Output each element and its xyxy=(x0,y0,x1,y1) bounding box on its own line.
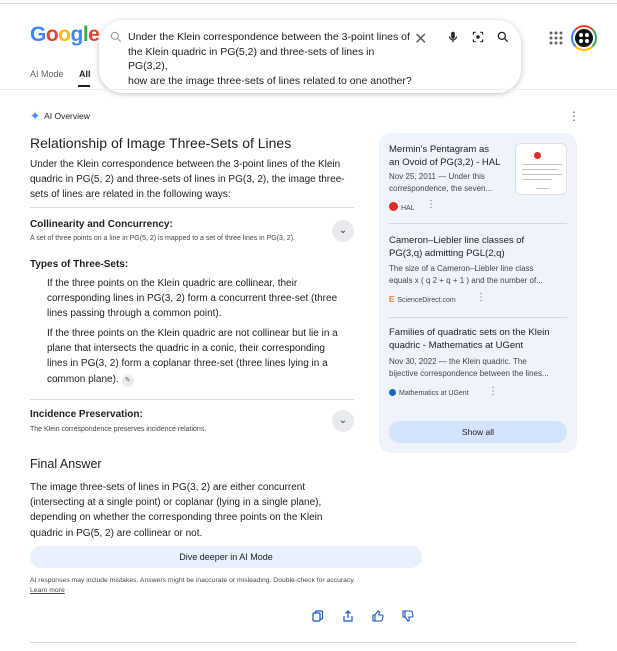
logo-letter: G xyxy=(30,23,46,46)
source-snippet xyxy=(389,263,567,287)
bullet-line: lines passing through a common point). xyxy=(47,308,222,320)
tab-all[interactable]: All xyxy=(79,69,91,79)
bullet-line-text: common plane). xyxy=(47,373,119,385)
search-icon xyxy=(109,30,123,44)
source-snippet-line: equals x ( q 2 + q + 1 ) and the number of... xyxy=(389,276,543,285)
ugent-favicon-icon xyxy=(389,389,396,396)
top-divider xyxy=(0,3,617,4)
bullet-coplanar xyxy=(47,326,367,387)
incidence-heading[interactable]: Incidence Preservation: xyxy=(30,409,143,420)
source-title-line: quadric - Mathematics at UGent xyxy=(389,339,524,351)
sciencedirect-favicon-icon: E xyxy=(389,295,395,304)
mic-icon[interactable] xyxy=(446,30,460,44)
thumbs-down-icon[interactable] xyxy=(402,610,414,622)
source-snippet-line: bijective correspondence between the lines... xyxy=(389,369,549,378)
source-site[interactable] xyxy=(389,202,415,212)
source-thumbnail[interactable] xyxy=(515,143,567,195)
source-divider xyxy=(389,223,567,224)
search-submit-icon[interactable] xyxy=(496,30,510,44)
copy-icon[interactable] xyxy=(312,610,324,622)
source-site[interactable] xyxy=(389,389,469,397)
ai-overview-label xyxy=(30,109,90,123)
incidence-summary: The Klein correspondence preserves incidence relations. xyxy=(30,426,207,433)
bullet-line: If the three points on the Klein quadric are not collinear but lie in a xyxy=(47,328,338,339)
more-options-icon[interactable]: ⋮ xyxy=(488,386,498,397)
bullet-collinear xyxy=(47,276,367,322)
source-snippet-line: Nov 25, 2011 — Under this xyxy=(389,172,485,181)
final-line: depending on whether the corresponding three points on the Klein xyxy=(30,512,323,524)
avatar-pattern-icon xyxy=(575,29,593,47)
source-title-line: PG(3,q) admitting PGL(2,q) xyxy=(389,247,505,259)
bullet-line: corresponding lines in PG(3, 2) form a concurrent three-set (three xyxy=(47,293,338,305)
bullet-line xyxy=(47,372,367,387)
source-title[interactable] xyxy=(389,235,567,260)
search-query[interactable] xyxy=(128,30,413,88)
source-snippet xyxy=(389,356,567,380)
intro-line: Under the Klein correspondence between the 3-point lines of the Klein xyxy=(30,159,341,170)
learn-more-link[interactable]: Learn more xyxy=(30,587,65,594)
section-divider xyxy=(30,207,354,208)
source-divider xyxy=(389,317,567,318)
sparkle-icon: ✦ xyxy=(30,109,41,123)
query-line: the Klein quadric in PG(5,2) and three-sets of lines in PG(3,2), xyxy=(128,45,375,72)
source-site-name: Mathematics at UGent xyxy=(399,390,469,397)
types-heading: Types of Three-Sets: xyxy=(30,259,129,270)
close-icon[interactable]: ✕ xyxy=(414,31,428,48)
source-title-line: Families of quadratic sets on the Klein xyxy=(389,327,550,338)
source-title[interactable] xyxy=(389,327,567,352)
show-all-button[interactable]: Show all xyxy=(389,421,567,443)
overview-intro xyxy=(30,157,370,203)
link-icon[interactable]: ✎ xyxy=(122,375,134,387)
ai-overview-text: AI Overview xyxy=(44,111,90,121)
tabs-divider xyxy=(0,89,617,90)
query-line: how are the image three-sets of lines related to one another? xyxy=(128,74,412,87)
bottom-divider xyxy=(30,642,577,643)
more-options-icon[interactable]: ⋮ xyxy=(476,292,486,303)
final-line: quadric in PG(5, 2) are collinear or not. xyxy=(30,527,203,539)
share-icon[interactable] xyxy=(342,610,354,622)
source-snippet-line: correspondence, the seven... xyxy=(389,184,493,193)
collinearity-heading[interactable]: Collinearity and Concurrency: xyxy=(30,219,173,230)
collinearity-summary: A set of three points on a line in PG(5, 2) is mapped to a set of three lines in PG(3, 2). xyxy=(30,235,295,242)
source-snippet xyxy=(389,171,509,195)
source-site[interactable] xyxy=(389,295,456,304)
google-logo[interactable] xyxy=(30,23,99,47)
overview-title: Relationship of Image Three-Sets of Lines xyxy=(30,135,292,151)
query-line: Under the Klein correspondence between the 3-point lines of xyxy=(128,31,410,43)
thumbnail-line xyxy=(522,179,552,180)
intro-line: sets of lines are related in the following ways: xyxy=(30,189,231,201)
avatar-image xyxy=(575,29,593,47)
thumbnail-line xyxy=(536,188,550,189)
thumbs-up-icon[interactable] xyxy=(372,610,384,622)
source-site-name: HAL xyxy=(401,205,415,212)
source-title-line: Mermin's Pentagram as xyxy=(389,144,490,155)
active-tab-indicator xyxy=(78,85,90,87)
dive-deeper-button[interactable]: Dive deeper in AI Mode xyxy=(30,546,422,568)
source-title-line: Cameron–Liebler line classes of xyxy=(389,235,525,246)
search-box[interactable] xyxy=(99,20,521,93)
final-line: The image three-sets of lines in PG(3, 2) are either concurrent xyxy=(30,482,306,493)
source-snippet-line: The size of a Cameron–Liebler line class xyxy=(389,264,534,273)
logo-letter: o xyxy=(58,23,71,46)
intro-line: quadric in PG(5, 2) and three-sets of lines in PG(3, 2), the image three- xyxy=(30,174,345,186)
thumbnail-line xyxy=(522,164,562,165)
more-options-icon[interactable]: ⋮ xyxy=(568,109,580,123)
lens-icon[interactable] xyxy=(471,30,485,44)
final-answer-text xyxy=(30,480,370,541)
source-title-line: an Ovoid of PG(3,2) - HAL xyxy=(389,156,501,168)
logo-letter: g xyxy=(70,23,83,46)
logo-letter: o xyxy=(45,23,59,46)
hal-favicon-icon xyxy=(389,202,398,211)
source-snippet-line: Nov 30, 2022 — the Klein quadric. The xyxy=(389,357,527,366)
more-options-icon[interactable]: ⋮ xyxy=(426,199,436,210)
source-site-name: ScienceDirect.com xyxy=(397,297,456,304)
logo-letter: l xyxy=(82,23,89,46)
thumbnail-line xyxy=(522,174,562,175)
account-avatar[interactable] xyxy=(571,25,597,51)
thumbnail-line xyxy=(522,169,558,170)
chevron-down-icon[interactable]: ⌄ xyxy=(332,220,354,242)
final-answer-heading: Final Answer xyxy=(30,457,102,471)
final-line: (intersecting at a single point) or coplanar (lying in a single plane), xyxy=(30,497,322,509)
thumbnail-logo-icon xyxy=(534,152,541,159)
source-title[interactable] xyxy=(389,144,511,169)
tab-ai-mode[interactable]: AI Mode xyxy=(30,69,64,79)
logo-letter: e xyxy=(88,23,100,46)
section-divider xyxy=(30,399,354,400)
logo-text xyxy=(30,23,99,46)
chevron-down-icon[interactable]: ⌄ xyxy=(332,410,354,432)
apps-grid-icon[interactable] xyxy=(549,31,563,45)
bullet-line: If the three points on the Klein quadric are collinear, their xyxy=(47,278,298,289)
bullet-line: plane that intersects the quadric in a conic, their corresponding xyxy=(47,343,325,355)
bullet-line: lines in PG(3, 2) form a coplanar three-set (three lines lying in a xyxy=(47,358,328,370)
ai-disclaimer: AI responses may include mistakes. Answers might be inaccurate or misleading. Double-check for accuracy. xyxy=(30,577,356,584)
